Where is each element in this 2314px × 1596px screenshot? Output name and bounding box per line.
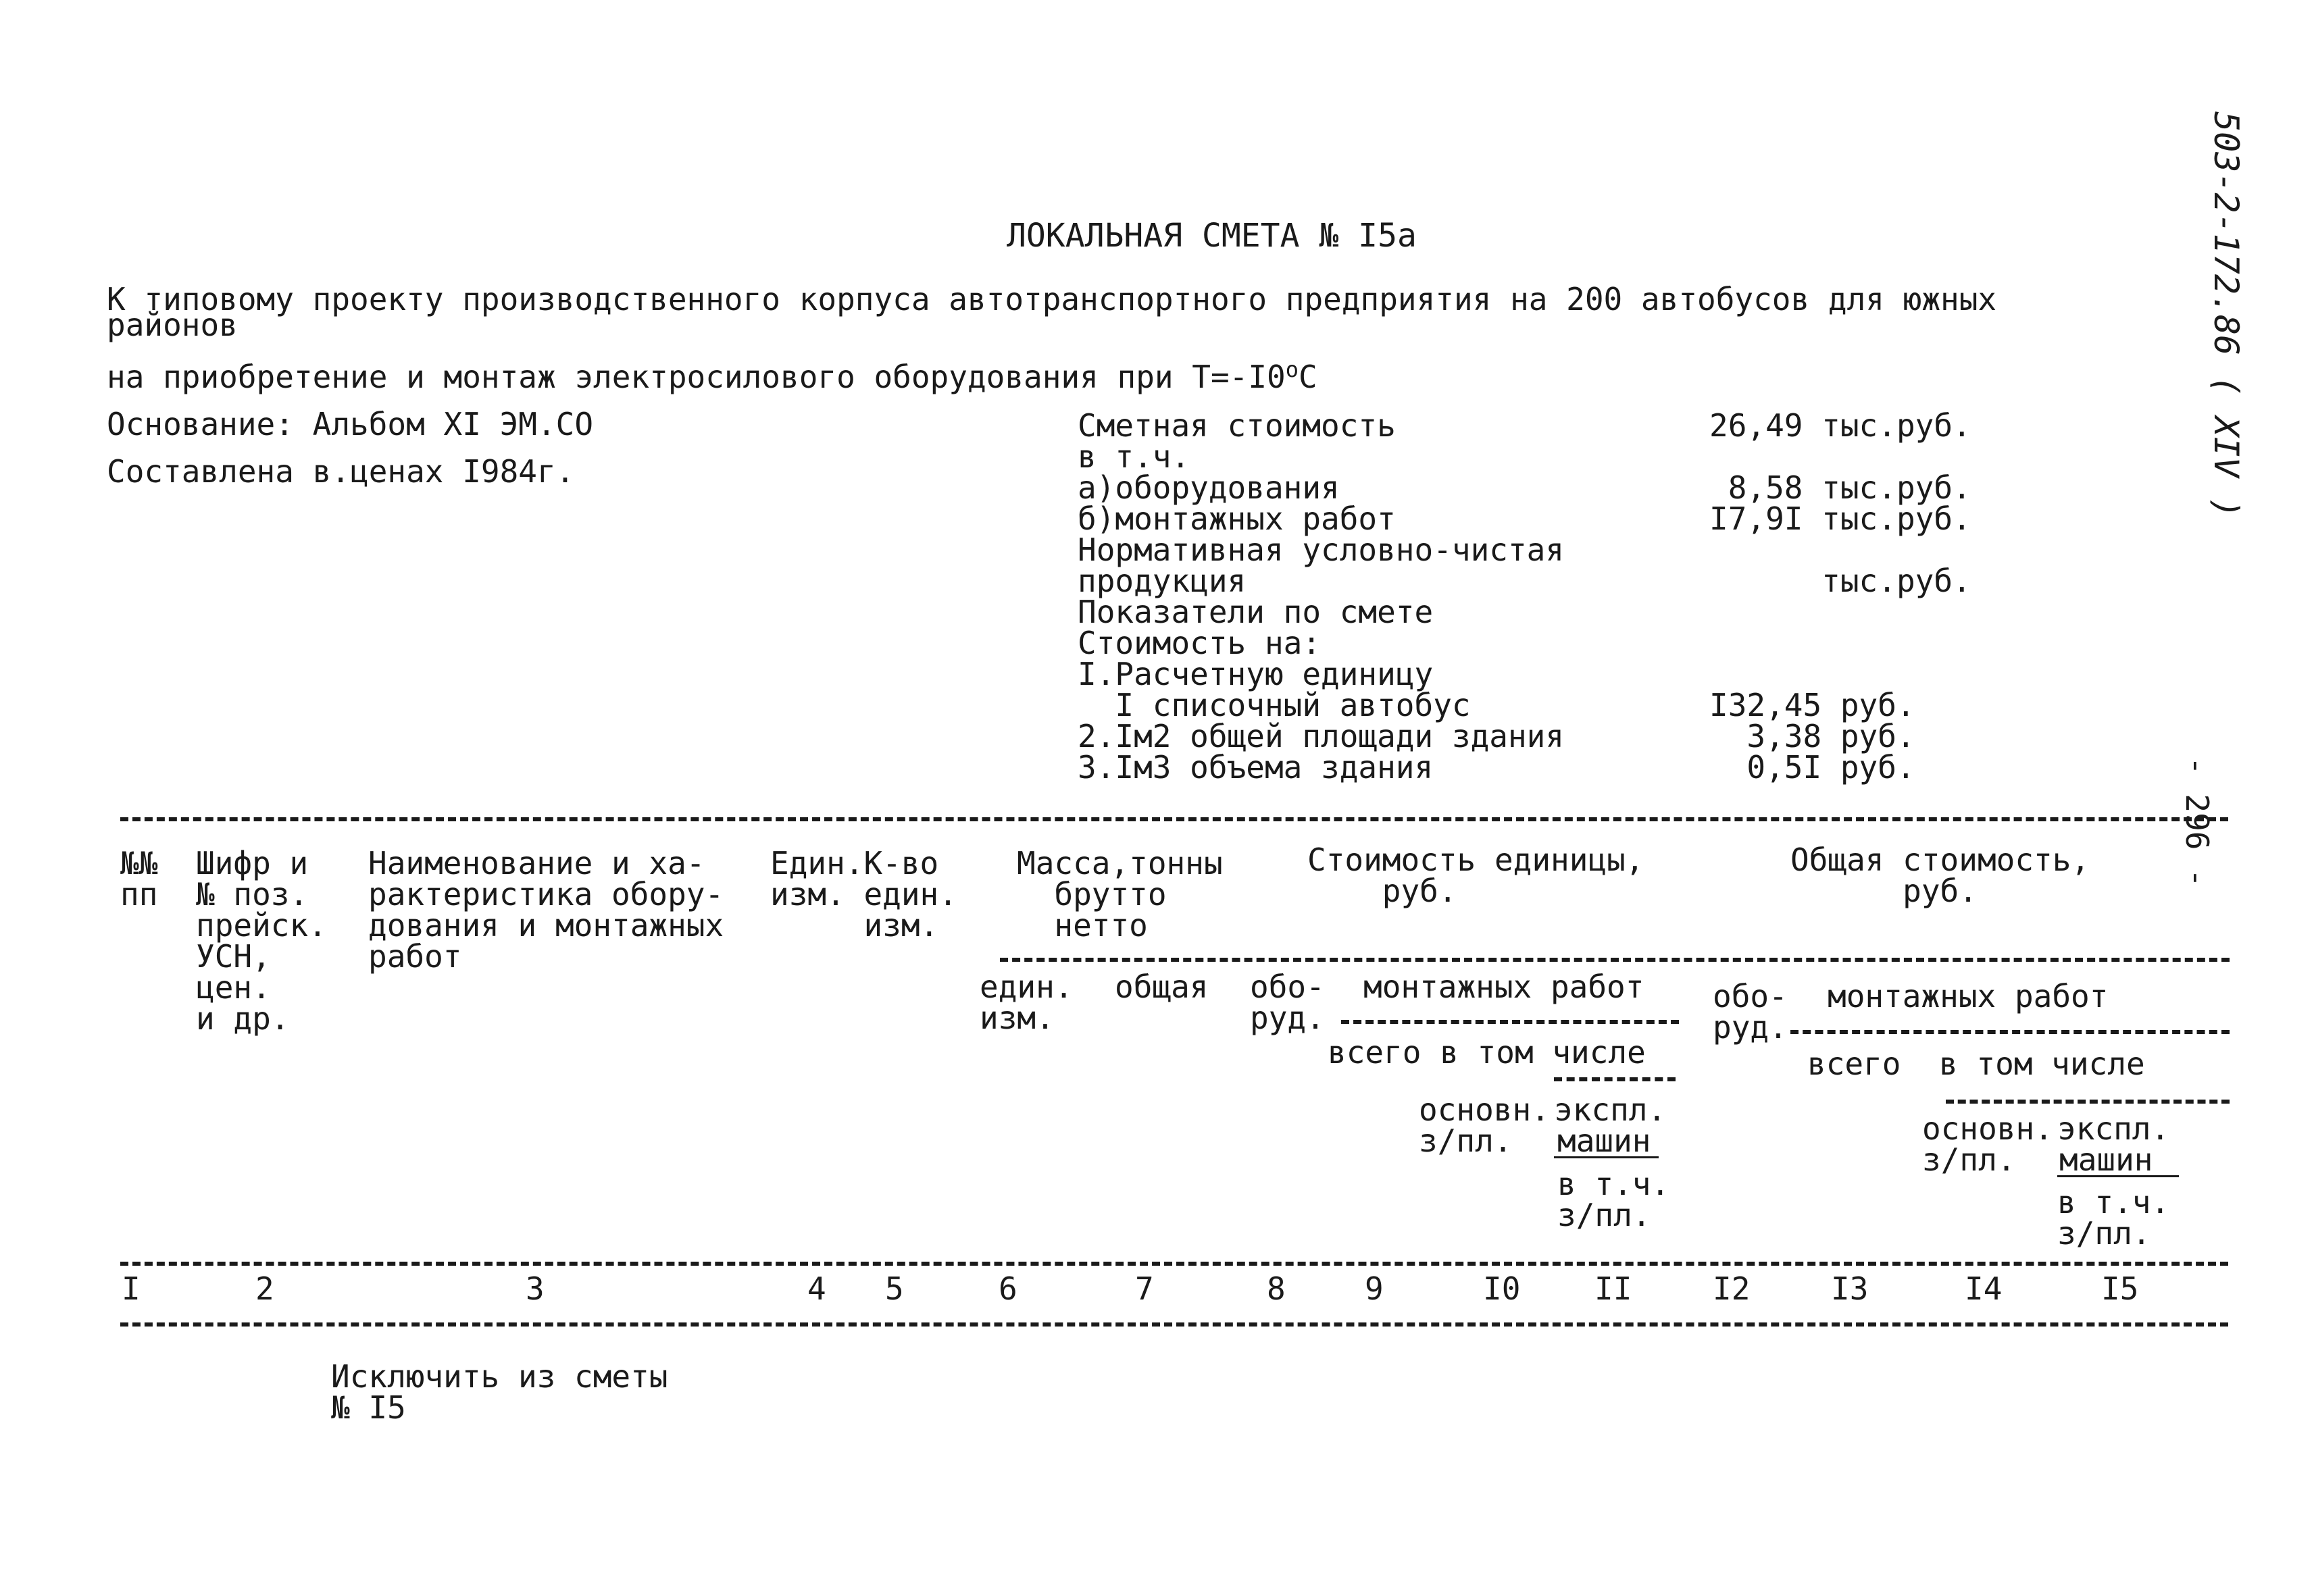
document-title: ЛОКАЛЬНАЯ СМЕТА № I5а	[1007, 217, 1417, 255]
column-number: I3	[1831, 1270, 1869, 1307]
total-montazh-rule	[1790, 1030, 2230, 1034]
header-total-montazh: монтажных работ	[1828, 978, 2109, 1014]
degree-mark: o	[1285, 357, 1299, 382]
summary-values: 26,49 тыс.руб. 8,58 тыс.руб. I7,9I тыс.руб. тыс.руб. I32,45 руб. 3,38 руб. 0,5I руб.	[1709, 407, 1971, 786]
header-total-mashin: машин	[2059, 1141, 2153, 1178]
header-unit-osn-zpl: основн. з/пл.	[1419, 1091, 1550, 1159]
unit-mashin-underline	[1554, 1156, 1659, 1158]
summary-labels: Сметная стоимость в т.ч. а)оборудования б)монтажных работ Нормативная условно-чистая продукция Показатели по смете Стоимость на: I.Расчетную единицу I списочный автобус 2.Iм2 общей площади здания 3.Iм3 объема здания	[1078, 407, 1565, 786]
column-number: 2	[255, 1270, 274, 1307]
header-col-total-equipment: обо- руд.	[1713, 978, 1788, 1046]
header-col-unit-qty: Един.К-во изм. един. изм.	[770, 845, 957, 944]
header-unit-ekspl: экспл.	[1554, 1091, 1667, 1128]
header-mass: Масса,тонны брутто нетто	[1017, 845, 1223, 944]
project-line-1: К типовому проекту производственного корпуса автотранспортного предприятия на 200 автобусов для южных	[107, 281, 1997, 317]
purpose-unit: C	[1299, 359, 1317, 395]
column-numbers-bottom-rule	[120, 1322, 2228, 1327]
column-number: I2	[1713, 1270, 1751, 1307]
column-number: 4	[807, 1270, 826, 1307]
column-number: 8	[1267, 1270, 1286, 1307]
column-number: I0	[1483, 1270, 1521, 1307]
column-number: 3	[526, 1270, 545, 1307]
column-number: 7	[1135, 1270, 1154, 1307]
column-number: 5	[885, 1270, 904, 1307]
header-unit-vsego-vtom: всего в том числе	[1328, 1034, 1646, 1071]
body-note: Исключить из сметы № I5	[331, 1358, 668, 1426]
header-total-osn-zpl: основн. з/пл.	[1922, 1110, 2053, 1178]
basis-line: Основание: Альбом XI ЭМ.СО	[107, 406, 594, 442]
total-vtom-rule	[1946, 1100, 2230, 1104]
page-number: - 296 -	[2179, 756, 2215, 887]
header-unit-montazh: монтажных работ	[1363, 969, 1644, 1005]
document-code-stamp: 503-2-172.86 ( XIV )	[2207, 111, 2246, 519]
header-total-ekspl: экспл.	[2057, 1110, 2170, 1147]
column-number: II	[1594, 1270, 1632, 1307]
header-total-cost: Общая стоимость, руб.	[1790, 842, 2090, 909]
column-number: 9	[1365, 1270, 1384, 1307]
subheader-rule	[1000, 958, 2230, 962]
column-number: I5	[2101, 1270, 2139, 1307]
header-unit-mashin: машин	[1557, 1123, 1651, 1159]
header-total-vtch-zpl: в т.ч. з/пл.	[2057, 1184, 2170, 1252]
header-col-unit-equipment: обо- руд.	[1250, 969, 1325, 1036]
purpose-line	[107, 357, 1317, 395]
purpose-text: на приобретение и монтаж электросилового оборудования при T=-I0	[107, 359, 1286, 395]
header-col-mass-total: общая	[1115, 969, 1209, 1005]
project-line-2: районов	[107, 307, 238, 343]
unit-vtom-rule	[1554, 1077, 1676, 1081]
table-top-rule	[120, 817, 2228, 821]
total-mashin-underline	[2057, 1175, 2179, 1177]
column-number: I4	[1965, 1270, 2003, 1307]
column-numbers-top-rule	[120, 1262, 2228, 1266]
header-unit-vtch-zpl: в т.ч. з/пл.	[1557, 1166, 1670, 1233]
column-number: 6	[999, 1270, 1017, 1307]
header-col-mass-unit: един. изм.	[980, 969, 1074, 1036]
header-col-number: №№ пп	[120, 845, 158, 912]
header-total-vtom: в том числе	[1939, 1046, 2145, 1082]
header-col-code: Шифр и № поз. прейск. УСН, цен. и др.	[196, 845, 327, 1037]
unit-montazh-rule	[1341, 1020, 1679, 1024]
header-unit-cost: Стоимость единицы, руб.	[1307, 842, 1644, 909]
column-number: I	[122, 1270, 141, 1307]
header-total-vsego: всего	[1807, 1046, 1901, 1082]
prices-line: Составлена в.ценах I984г.	[107, 453, 575, 490]
header-col-name: Наименование и ха- рактеристика обору- дования и монтажных работ	[368, 845, 724, 975]
